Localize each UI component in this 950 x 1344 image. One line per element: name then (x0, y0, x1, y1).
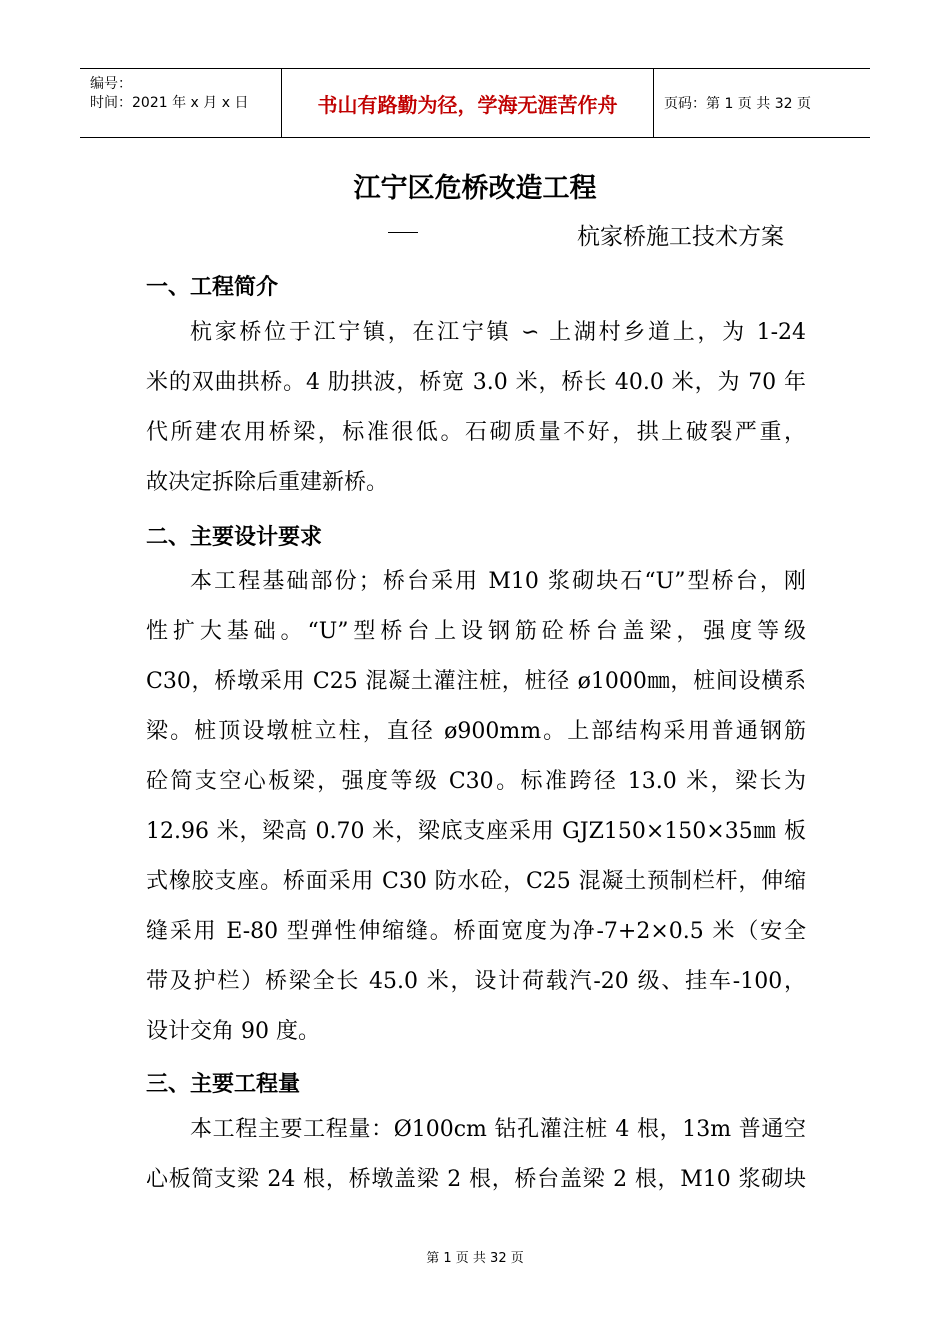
section-heading-quantities: 三、主要工程量 (146, 1072, 301, 1097)
text-line: 带及护栏）桥梁全长 45.0 米，设计荷载汽-20 级、挂车-100， (146, 969, 806, 994)
text-line: 性扩大基础。“U”型桥台上设钢筋砼桥台盖梁，强度等级 (146, 619, 806, 644)
document-number-label: 编号： (90, 76, 132, 92)
text-line: 12.96 米，梁高 0.70 米，梁底支座采用 GJZ150×150×35㎜ 板 (146, 819, 806, 844)
text-line: 故决定拆除后重建新桥。 (146, 470, 389, 495)
header-meta (80, 69, 281, 137)
subtitle-dash (388, 232, 418, 233)
section-heading-design: 二、主要设计要求 (146, 525, 323, 550)
text-line: 米的双曲拱桥。4 肋拱波，桥宽 3.0 米，桥长 40.0 米，为 70 年 (146, 370, 806, 395)
section-heading-overview: 一、工程简介 (146, 275, 279, 300)
text-line: C30，桥墩采用 C25 混凝土灌注桩，桩径 ø1000㎜，桩间设横系 (146, 669, 806, 694)
document-title: 江宁区危桥改造工程 (353, 173, 597, 204)
header-motto: 书山有路勤为径，学海无涯苦作舟 (281, 69, 654, 137)
text-line: 砼简支空心板梁，强度等级 C30。标准跨径 13.0 米，梁长为 (146, 769, 806, 794)
document-time-label: 时间：2021 年 x 月 x 日 (90, 95, 249, 111)
text-line: 代所建农用桥梁，标准很低。石砌质量不好，拱上破裂严重， (146, 420, 806, 445)
text-line: 心板简支梁 24 根，桥墩盖梁 2 根，桥台盖梁 2 根，M10 浆砌块 (146, 1167, 806, 1192)
text-line: 杭家桥位于江宁镇，在江宁镇 ∽ 上湖村乡道上，为 1-24 (190, 320, 806, 345)
text-line: 式橡胶支座。桥面采用 C30 防水砼，C25 混凝土预制栏杆，伸缩 (146, 869, 806, 894)
document-subtitle: 杭家桥施工技术方案 (577, 224, 784, 250)
text-line: 本工程主要工程量：Ø100cm 钻孔灌注桩 4 根，13m 普通空 (190, 1117, 806, 1142)
page-footer: 第 1 页 共 32 页 (426, 1251, 524, 1266)
text-line: 设计交角 90 度。 (146, 1019, 320, 1044)
text-line: 缝采用 E-80 型弹性伸缩缝。桥面宽度为净-7+2×0.5 米（安全 (146, 919, 806, 944)
section-body-quantities (146, 1105, 806, 1205)
text-line: 梁。桩顶设墩桩立柱，直径 ø900mm。上部结构采用普通钢筋 (146, 719, 806, 744)
text-line: 本工程基础部份；桥台采用 M10 浆砌块石“U”型桥台，刚 (190, 569, 806, 594)
section-body-design (146, 557, 806, 1057)
section-body-overview (146, 308, 806, 508)
header-table (80, 68, 870, 138)
header-page-info: 页码：第 1 页 共 32 页 (664, 96, 811, 112)
